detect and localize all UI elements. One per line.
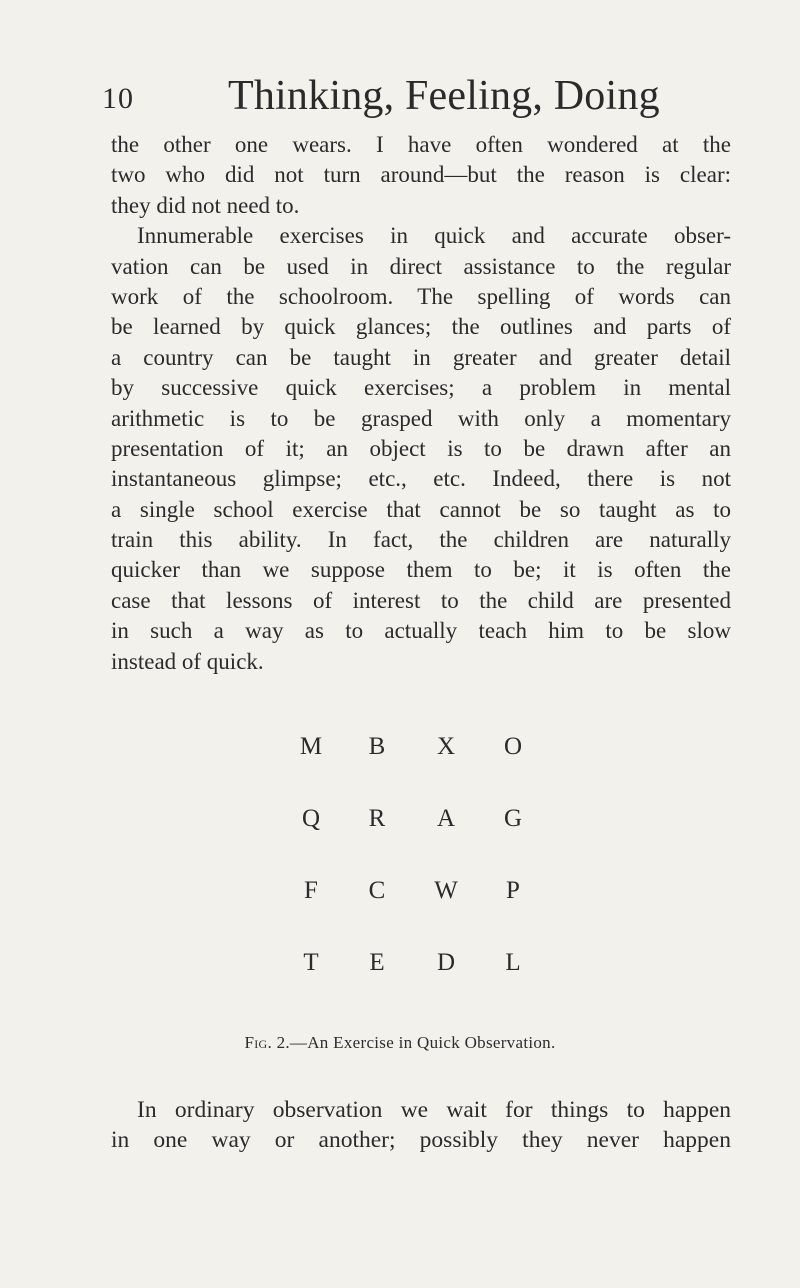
grid-letter: X xyxy=(436,733,456,760)
figure-label: Fig. 2. xyxy=(244,1033,290,1052)
grid-letter: L xyxy=(505,949,521,976)
text-line: arithmetic is to be grasped with only a momentary xyxy=(111,405,731,431)
figure-caption-text: —An Exercise in Quick Observation. xyxy=(289,1033,556,1052)
text-line: a country can be taught in greater and greater detail xyxy=(111,344,731,370)
text-line: presentation of it; an object is to be drawn after an xyxy=(111,435,731,461)
grid-letter: Q xyxy=(301,805,321,832)
grid-letter: T xyxy=(303,949,319,976)
grid-letter: C xyxy=(368,877,386,904)
page-number: 10 xyxy=(102,82,134,115)
grid-letter: F xyxy=(304,877,318,904)
grid-letter: W xyxy=(434,877,458,904)
text-line: two who did not turn around—but the reason is clear: xyxy=(111,162,731,188)
grid-letter: O xyxy=(503,733,523,760)
text-line: instead of quick. xyxy=(111,648,264,674)
grid-letter: A xyxy=(436,805,456,832)
grid-letter: E xyxy=(369,949,385,976)
grid-letter: P xyxy=(506,877,520,904)
text-line: be learned by quick glances; the outlines and parts of xyxy=(111,314,731,340)
body-paragraphs xyxy=(111,130,731,677)
figure-caption xyxy=(0,1033,800,1053)
text-line: In ordinary observation we wait for things to happen xyxy=(137,1097,731,1123)
grid-letter: G xyxy=(503,805,523,832)
page-header xyxy=(0,70,800,130)
text-line: in one way or another; possibly they never happen xyxy=(111,1127,731,1153)
running-title: Thinking, Feeling, Doing xyxy=(228,73,660,119)
text-line: by successive quick exercises; a problem in mental xyxy=(111,375,731,401)
closing-paragraph xyxy=(111,1095,731,1155)
text-line: they did not need to. xyxy=(111,192,300,218)
text-line: instantaneous glimpse; etc., etc. Indeed, there is not xyxy=(111,466,731,492)
grid-letter: B xyxy=(368,733,386,760)
grid-letter: R xyxy=(368,805,386,832)
text-line: vation can be used in direct assistance to the regular xyxy=(111,253,731,279)
grid-letter: M xyxy=(299,733,323,760)
text-line: in such a way as to actually teach him to be slow xyxy=(111,618,731,644)
grid-letter: D xyxy=(436,949,456,976)
text-line: the other one wears. I have often wondered at the xyxy=(111,132,731,157)
text-line: Innumerable exercises in quick and accurate obser- xyxy=(137,223,731,249)
text-line: case that lessons of interest to the child are presented xyxy=(111,587,731,613)
text-line: a single school exercise that cannot be so taught as to xyxy=(111,496,731,522)
text-line: train this ability. In fact, the children are naturally xyxy=(111,527,731,553)
text-line: quicker than we suppose them to be; it is often the xyxy=(111,557,731,583)
text-line: work of the schoolroom. The spelling of words can xyxy=(111,283,731,309)
